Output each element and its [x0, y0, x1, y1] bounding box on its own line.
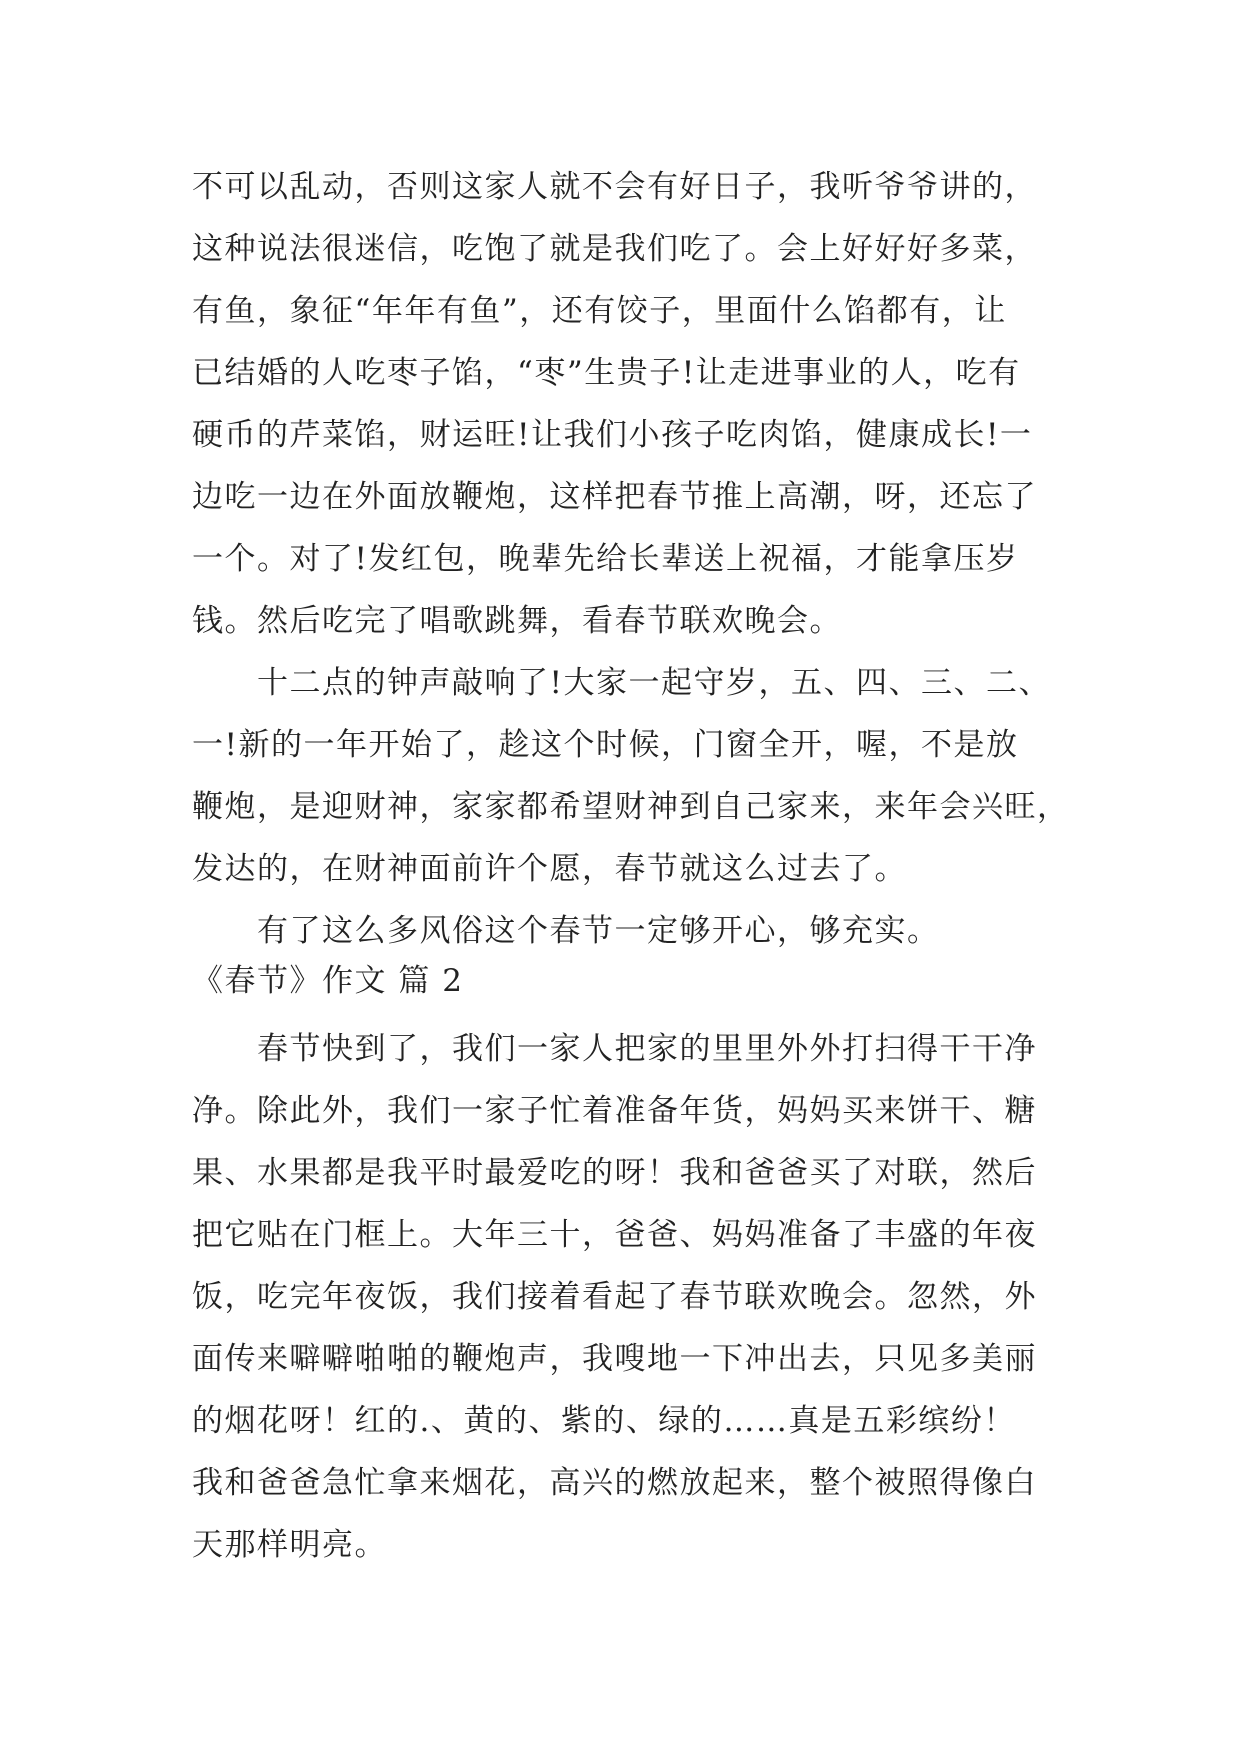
text-line: 已结婚的人吃枣子馅，“枣”生贵子!让走进事业的人，吃有	[192, 355, 1021, 391]
text-line: 饭，吃完年夜饭，我们接着看起了春节联欢晚会。忽然，外	[192, 1279, 1037, 1315]
text-line: 我和爸爸急忙拿来烟花，高兴的燃放起来，整个被照得像白	[192, 1465, 1037, 1501]
text-line: 有了这么多风俗这个春节一定够开心，够充实。	[192, 913, 940, 949]
text-line: 鞭炮，是迎财神，家家都希望财神到自己家来，来年会兴旺，	[192, 789, 1070, 825]
text-line: 十二点的钟声敲响了!大家一起守岁，五、四、三、二、	[192, 665, 1051, 701]
text-line: 面传来噼噼啪啪的鞭炮声，我嗖地一下冲出去，只见多美丽	[192, 1341, 1037, 1377]
text-line: 不可以乱动，否则这家人就不会有好日子，我听爷爷讲的，	[192, 169, 1037, 205]
text-line: 有鱼，象征“年年有鱼”，还有饺子，里面什么馅都有，让	[192, 293, 1007, 329]
text-line: 硬币的芹菜馅，财运旺!让我们小孩子吃肉馅，健康成长!一	[192, 417, 1033, 453]
essay-section-1	[192, 156, 1072, 962]
text-line: 发达的，在财神面前许个愿，春节就这么过去了。	[192, 851, 907, 887]
essay-heading: 《春节》作文 篇 2	[192, 963, 464, 999]
text-line: 一!新的一年开始了，趁这个时候，门窗全开，喔，不是放	[192, 727, 1019, 763]
essay-section-2	[192, 1018, 1072, 1576]
text-line: 边吃一边在外面放鞭炮，这样把春节推上高潮，呀，还忘了	[192, 479, 1037, 515]
text-line: 这种说法很迷信，吃饱了就是我们吃了。会上好好好多菜，	[192, 231, 1037, 267]
text-line: 把它贴在门框上。大年三十，爸爸、妈妈准备了丰盛的年夜	[192, 1217, 1037, 1253]
text-line: 的烟花呀！红的.、黄的、紫的、绿的……真是五彩缤纷！	[192, 1403, 1016, 1439]
text-line: 钱。然后吃完了唱歌跳舞，看春节联欢晚会。	[192, 603, 842, 639]
text-line: 果、水果都是我平时最爱吃的呀！我和爸爸买了对联，然后	[192, 1155, 1037, 1191]
text-line: 净。除此外，我们一家子忙着准备年货，妈妈买来饼干、糖	[192, 1093, 1037, 1129]
text-line: 春节快到了，我们一家人把家的里里外外打扫得干干净	[192, 1031, 1037, 1067]
text-line: 天那样明亮。	[192, 1527, 387, 1563]
text-line: 一个。对了!发红包，晚辈先给长辈送上祝福，才能拿压岁	[192, 541, 1019, 577]
